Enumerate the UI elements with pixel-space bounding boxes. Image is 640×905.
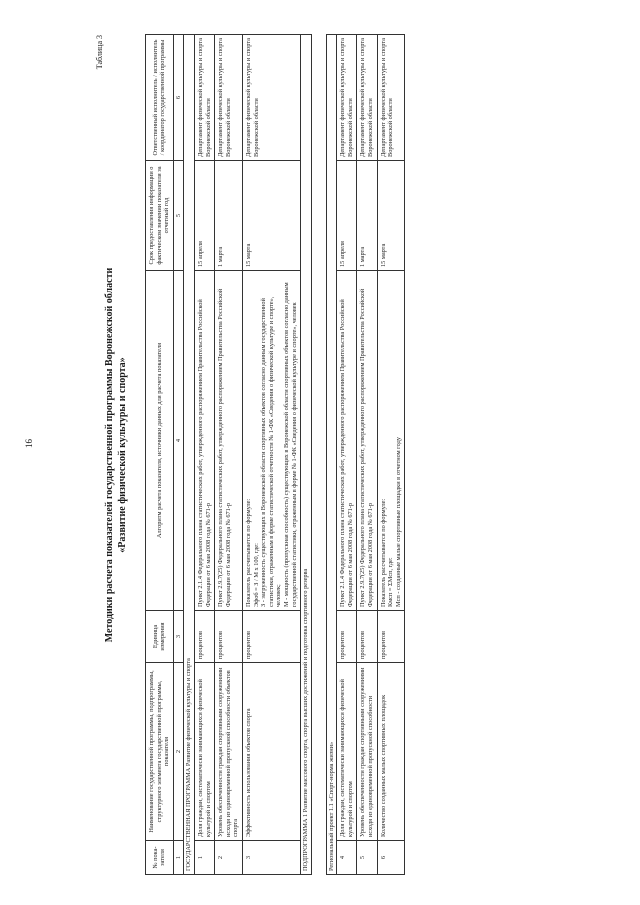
spacer-cell xyxy=(311,35,326,875)
indicator-method xyxy=(357,271,377,611)
indicator-unit: процентов xyxy=(194,611,214,663)
indicator-deadline: 1 марта xyxy=(215,161,243,271)
column-number: 3 xyxy=(173,611,184,663)
subprogram-heading: ПОДПРОГРАММА 1 Развитие массового спорта, спорта высших достижений и подготовка спортивного резерва xyxy=(301,35,312,875)
indicator-responsible: Департамент физической культуры и спорта Воронежской области xyxy=(242,35,300,161)
spacer-row xyxy=(311,35,326,875)
indicator-name: Уровень обеспеченности граждан спортивными сооружениями исходя из единовременной пропускной способности xyxy=(357,663,377,841)
indicator-number: 6 xyxy=(377,841,405,875)
indicator-name: Доля граждан, систематически занимающихся физической культурой и спортом xyxy=(337,663,357,841)
indicator-deadline: 15 апреля xyxy=(194,161,214,271)
project-heading: Региональный проект 1.1 «Спорт-норма жизни» xyxy=(326,35,337,875)
indicator-deadline: 15 марта xyxy=(377,161,405,271)
column-header: Единица измерения xyxy=(146,611,174,663)
method-line: Пункт 2.9.7(25) Федерального плана статистических работ, утвержденного распоряжением Правительства Российской Федерации от 6 мая 2008 года № 671-р xyxy=(359,288,375,607)
column-header: Алгоритм расчета показателя, источники данных для расчета показателя xyxy=(146,271,174,611)
program-heading: ГОСУДАРСТВЕННАЯ ПРОГРАММА Развитие физической культуры и спорта xyxy=(184,35,195,875)
column-header: Ответственный исполнитель / исполнитель / координатор государственной программы xyxy=(146,35,174,161)
method-line: Мсп - созданные малые спортивные площадки в отчетном году xyxy=(394,437,402,607)
table-row xyxy=(337,35,357,875)
page-number: 16 xyxy=(24,439,34,448)
indicator-method xyxy=(194,271,214,611)
table-row xyxy=(377,35,405,875)
method-formula: Эфоб = З / М х 100, где: xyxy=(252,543,260,607)
indicator-unit: процентов xyxy=(215,611,243,663)
column-header: № пока-зателя xyxy=(146,841,174,875)
column-number: 5 xyxy=(173,161,184,271)
method-line: Пункт 2.1.4 Федерального плана статистических работ, утвержденного распоряжением Правительства Российской Федерации от 6 мая 2008 года № 671-р xyxy=(196,299,212,607)
indicator-unit: процентов xyxy=(357,611,377,663)
indicator-number: 1 xyxy=(194,841,214,875)
indicator-name: Доля граждан, систематически занимающихся физической культурой и спортом xyxy=(194,663,214,841)
indicator-number: 3 xyxy=(242,841,300,875)
indicator-unit: процентов xyxy=(242,611,300,663)
method-line: Показатель рассчитывается по формуле: xyxy=(379,498,387,607)
indicator-unit: процентов xyxy=(337,611,357,663)
column-header: Срок предоставления информации о фактическом значении показателя за отчетный год xyxy=(146,161,174,271)
indicator-deadline: 15 марта xyxy=(242,161,300,271)
subprogram-section-row xyxy=(301,35,312,875)
method-line: Пункт 2.9.7(25) Федерального плана статистических работ, утвержденного распоряжением Правительства Российской Федерации от 6 мая 2008 года № 671-р xyxy=(217,288,232,607)
indicator-responsible: Департамент физической культуры и спорта Воронежской области xyxy=(357,35,377,161)
indicator-responsible: Департамент физической культуры и спорта Воронежской области xyxy=(377,35,405,161)
column-number: 4 xyxy=(173,271,184,611)
indicator-number: 2 xyxy=(215,841,243,875)
column-number-row xyxy=(173,35,184,875)
indicator-responsible: Департамент физической культуры и спорта Воронежской области xyxy=(194,35,214,161)
indicators-table xyxy=(145,34,405,875)
table-row xyxy=(194,35,214,875)
method-line: Пункт 2.1.4 Федерального плана статистических работ, утвержденного распоряжением Правительства Российской Федерации от 6 мая 2008 года № 671-р xyxy=(339,299,354,607)
column-number: 1 xyxy=(173,841,184,875)
indicator-method xyxy=(337,271,357,611)
indicator-unit: процентов xyxy=(377,611,405,663)
method-line: Показатель рассчитывается по формуле: xyxy=(244,498,252,607)
indicator-number: 4 xyxy=(337,841,357,875)
table-label: Таблица 3 xyxy=(95,35,104,70)
page-title-line-1: Методики расчета показателей государственной программы Воронежской области xyxy=(104,267,115,643)
indicator-responsible: Департамент физической культуры и спорта Воронежской области xyxy=(215,35,243,161)
table-row xyxy=(357,35,377,875)
indicator-responsible: Департамент физической культуры и спорта Воронежской области xyxy=(337,35,357,161)
column-number: 2 xyxy=(173,663,184,841)
indicator-deadline: 1 марта xyxy=(357,161,377,271)
indicator-number: 5 xyxy=(357,841,377,875)
project-section-row xyxy=(326,35,337,875)
column-header: Наименование государственной программы, подпрограммы, структурного элемента государственной программы, показателя xyxy=(146,663,174,841)
program-section-row xyxy=(184,35,195,875)
column-number: 6 xyxy=(173,35,184,161)
method-formula: Кмсп = ΣМсп, где: xyxy=(387,557,395,607)
table-header-row xyxy=(146,35,174,875)
table-row xyxy=(242,35,300,875)
indicator-name: Уровень обеспеченности граждан спортивными сооружениями исходя из единовременной пропускной способности объектов спорта xyxy=(215,663,243,841)
indicator-name: Количество созданных малых спортивных площадок xyxy=(377,663,405,841)
indicator-name: Эффективность использования объектов спорта xyxy=(242,663,300,841)
method-line: М - мощность (пропускная способность) существующих в Воронежской области спортивных объектов согласно данным государственной статистики, отраженным в форме № 1-ФК «Сведения о физической культуре и спорте», человек xyxy=(282,282,298,607)
page-title-line-2: «Развитие физической культуры и спорта» xyxy=(117,357,128,553)
method-line: З - загруженность существующих в Воронежской области спортивных объектов согласно данным государственной статистики, отраженным в форме статистической отчетности № 1-ФК «Сведения о физической культуре и спорте», человек; xyxy=(260,296,283,607)
indicator-method xyxy=(242,271,300,611)
rotated-page-content xyxy=(95,35,605,875)
indicator-method xyxy=(215,271,243,611)
indicator-method xyxy=(377,271,405,611)
indicator-deadline: 15 апреля xyxy=(337,161,357,271)
table-row xyxy=(215,35,243,875)
